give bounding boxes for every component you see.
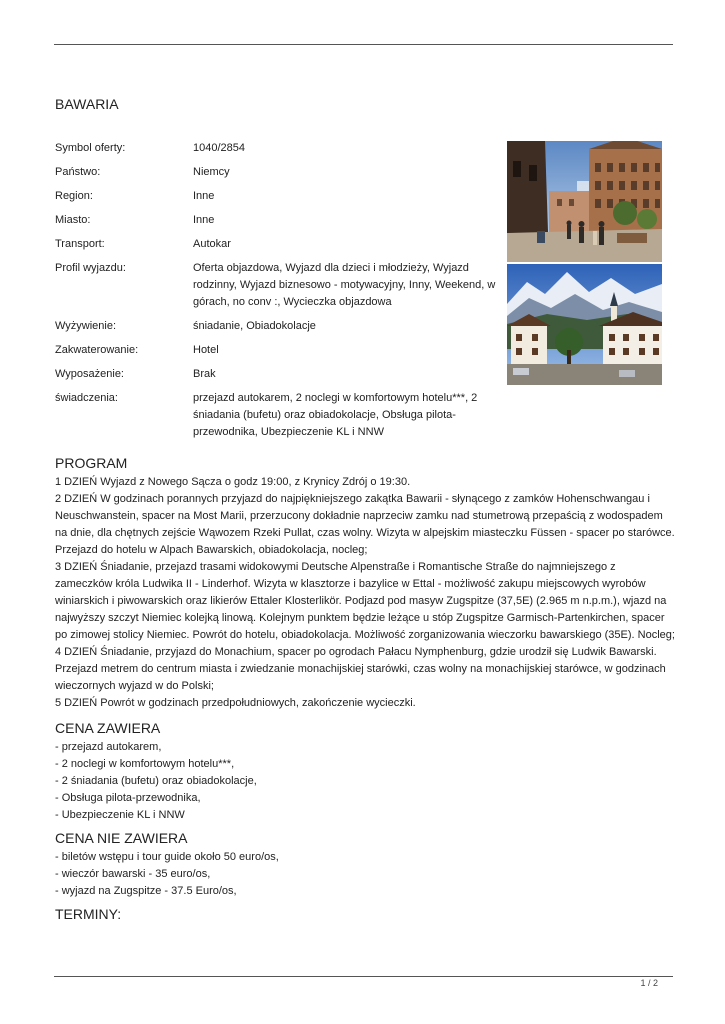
terms-section [55,905,675,925]
includes-item: - 2 noclegi w komfortowym hotelu***, [55,758,235,770]
program-day: 4 DZIEŃ Śniadanie, przyjazd do Monachium, spacer po ogrodach Pałacu Nymphenburg, gdzie urodził się Ludwik Bawarski. Przejazd metrem do centrum miasta i zwiedzanie monachijskiej starówki, czas wolny na monachijskiej starówce, w godzinach wieczornych wyjazd w do Polski; [55,646,666,692]
detail-row [55,188,503,212]
includes-item: - 2 śniadania (bufetu) oraz obiadokolacje, [55,775,257,787]
detail-value: 1040/2854 [193,142,245,154]
detail-row [55,212,503,236]
program-day: 1 DZIEŃ Wyjazd z Nowego Sącza o godz 19:00, z Krynicy Zdrój o 19:30. [55,476,411,488]
excludes-item: - wyjazd na Zugspitze - 37.5 Euro/os, [55,885,237,897]
detail-label: Transport: [55,238,105,250]
detail-row [55,366,503,390]
excludes-item: - biletów wstępu i tour guide około 50 euro/os, [55,851,279,863]
price-includes-heading: CENA ZAWIERA [55,720,161,736]
detail-label: Symbol oferty: [55,142,126,154]
detail-value: Brak [193,368,216,380]
includes-item: - Ubezpieczenie KL i NNW [55,809,185,821]
program-day: 3 DZIEŃ Śniadanie, przejazd trasami widokowymi Deutsche Alpenstraße i Romantische Straße do najmniejszego z zameczków króla Ludwika II - Linderhof. Wizyta w klasztorze i bazylice w Ettal - możliwość zakupu miejscowych wyrobów winiarskich i piwowarskich oraz likierów Ettaler Klosterlikör. Podjazd pod masyw Zugspitze (37,5E) (2.965 m n.p.m.), wjazd na najwyższy szczyt Niemiec kolejką linową. Kolejnym punktem będzie leżące u stóp Zugspitze Garmisch-Partenkirchen, spacer po zimowej stolicy Niemiec. Powrót do hotelu, obiadokolacja. Możliwość zorganizowania wieczorku bawarskiego (35E). Nocleg; [55,561,675,641]
detail-label: Region: [55,190,93,202]
program-section [55,454,675,712]
page-number: 1 / 2 [640,978,658,988]
detail-label: świadczenia: [55,392,118,404]
price-excludes-heading: CENA NIE ZAWIERA [55,830,188,846]
detail-value: Autokar [193,238,231,250]
price-includes-section [55,719,675,824]
detail-row [55,164,503,188]
price-excludes-section [55,829,675,900]
detail-value: śniadanie, Obiadokolacje [193,320,316,332]
detail-label: Zakwaterowanie: [55,344,139,356]
bottom-rule [54,976,673,977]
detail-label: Profil wyjazdu: [55,262,126,274]
offer-title: BAWARIA [55,96,119,112]
detail-row [55,140,503,164]
detail-value: przejazd autokarem, 2 noclegi w komfortowym hotelu***, 2 śniadania (bufetu) oraz obiadokolacje, Obsługa pilota-przewodnika, Ubezpieczenie KL i NNW [193,392,478,438]
program-day: 2 DZIEŃ W godzinach porannych przyjazd do najpiękniejszego zakątka Bawarii - słynącego z zamków Hohenschwangau i Neuschwanstein, spacer na Most Marii, przerzucony dokładnie naprzeciw zamku nad stumetrową przepaścią z wodospadem na dnie, dla chętnych zejście Wąwozem Rzeki Pullat, czas wolny. Wizyta w alpejskim miasteczku Füssen - spacer po starówce. Przejazd do hotelu w Alpach Bawarskich, obiadokolacja, nocleg; [55,493,675,556]
detail-label: Wyżywienie: [55,320,117,332]
program-day: 5 DZIEŃ Powrót w godzinach przedpołudniowych, zakończenie wycieczki. [55,697,416,709]
excludes-item: - wieczór bawarski - 35 euro/os, [55,868,211,880]
detail-row [55,390,503,448]
terms-heading: TERMINY: [55,906,122,922]
detail-value: Hotel [193,344,219,356]
includes-item: - Obsługa pilota-przewodnika, [55,792,201,804]
detail-value: Oferta objazdowa, Wyjazd dla dzieci i młodzieży, Wyjazd rodzinny, Wyjazd biznesowo - motywacyjny, Inny, Weekend, w górach, no conv :, Wycieczka objazdowa [193,262,496,308]
detail-value: Niemcy [193,166,230,178]
detail-label: Państwo: [55,166,101,178]
detail-value: Inne [193,214,215,226]
top-rule [54,44,673,45]
detail-row [55,260,503,318]
includes-item: - przejazd autokarem, [55,741,162,753]
detail-value: Inne [193,190,215,202]
detail-row [55,342,503,366]
detail-label: Wyposażenie: [55,368,124,380]
detail-label: Miasto: [55,214,91,226]
town-square-photo [507,141,662,262]
detail-row [55,318,503,342]
detail-row [55,236,503,260]
alpine-village-photo [507,264,662,385]
program-heading: PROGRAM [55,455,128,471]
offer-details-table [55,140,503,448]
